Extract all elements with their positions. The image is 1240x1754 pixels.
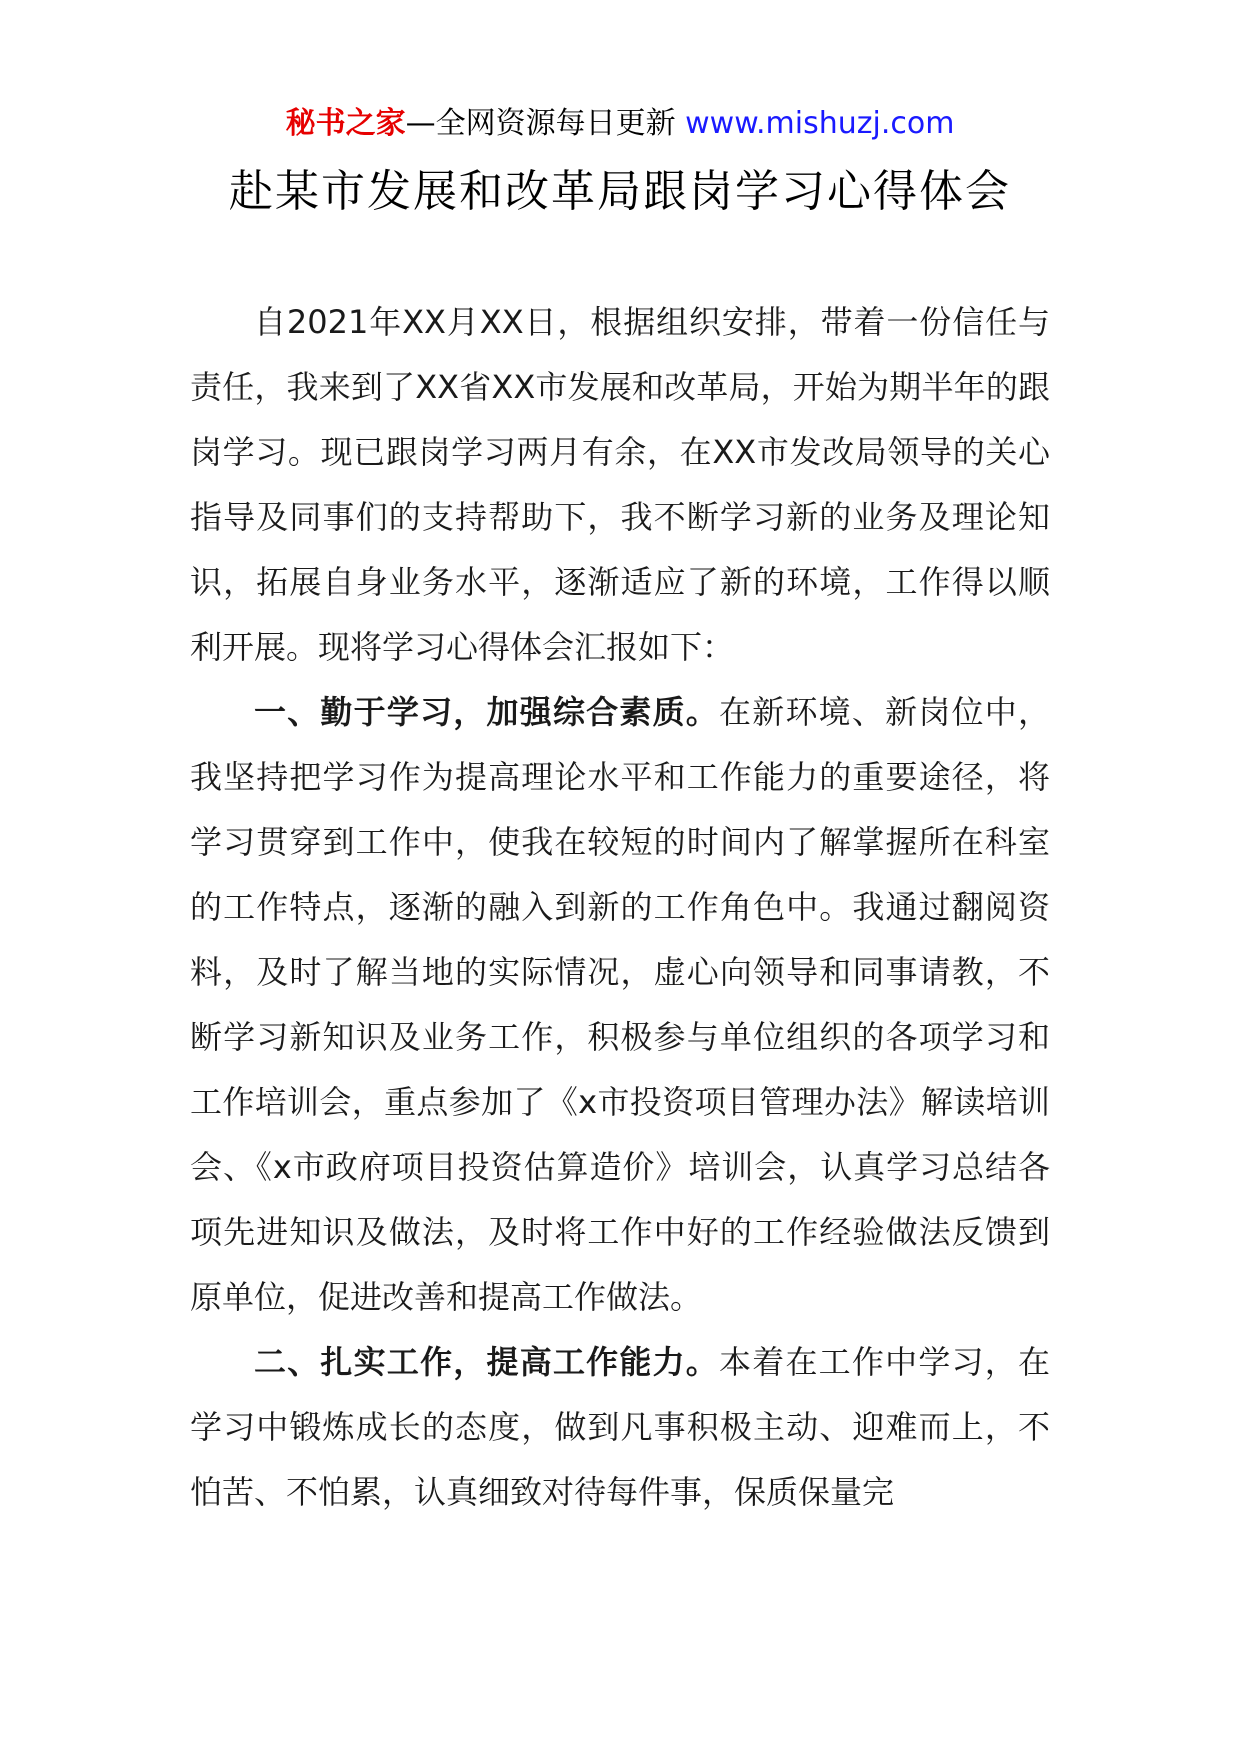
source-banner — [0, 104, 1240, 144]
section-two-text: 本着在工作中学习，在学习中锻炼成长的态度，做到凡事积极主动、迎难而上，不怕苦、不怕累，认真细致对待每件事，保质保量完 — [190, 1343, 1050, 1511]
brand-name: 秘书之家 — [285, 106, 406, 141]
document-title: 赴某市发展和改革局跟岗学习心得体会 — [229, 166, 1011, 217]
section-one-text: 在新环境、新岗位中，我坚持把学习作为提高理论水平和工作能力的重要途径，将学习贯穿到工作中，使我在较短的时间内了解掌握所在科室的工作特点，逐渐的融入到新的工作角色中。我通过翻阅资料，及时了解当地的实际情况，虚心向领导和同事请教，不断学习新知识及业务工作，积极参与单位组织的各项学习和工作培训会，重点参加了《x市投资项目管理办法》解读培训会、《x市政府项目投资估算造价》培训会，认真学习总结各项先进知识及做法，及时将工作中好的工作经验做法反馈到原单位，促进改善和提高工作做法。 — [190, 693, 1050, 1316]
intro-paragraph — [190, 290, 1050, 680]
section-one-heading: 一、勤于学习，加强综合素质。 — [254, 693, 720, 731]
site-url-link[interactable]: www.mishuzj.com — [685, 106, 955, 141]
intro-paragraph-text: 自2021年XX月XX日，根据组织安排，带着一份信任与责任，我来到了XX省XX市发展和改革局，开始为期半年的跟岗学习。现已跟岗学习两月有余，在XX市发改局领导的关心指导及同事们的支持帮助下，我不断学习新的业务及理论知识，拓展自身业务水平，逐渐适应了新的环境，工作得以顺利开展。现将学习心得体会汇报如下： — [190, 303, 1050, 666]
banner-tagline: —全网资源每日更新 — [405, 106, 676, 141]
section-two-paragraph — [190, 1330, 1050, 1525]
section-two-heading: 二、扎实工作，提高工作能力。 — [254, 1343, 720, 1381]
section-one-paragraph — [190, 680, 1050, 1330]
document-body — [190, 290, 1050, 1525]
